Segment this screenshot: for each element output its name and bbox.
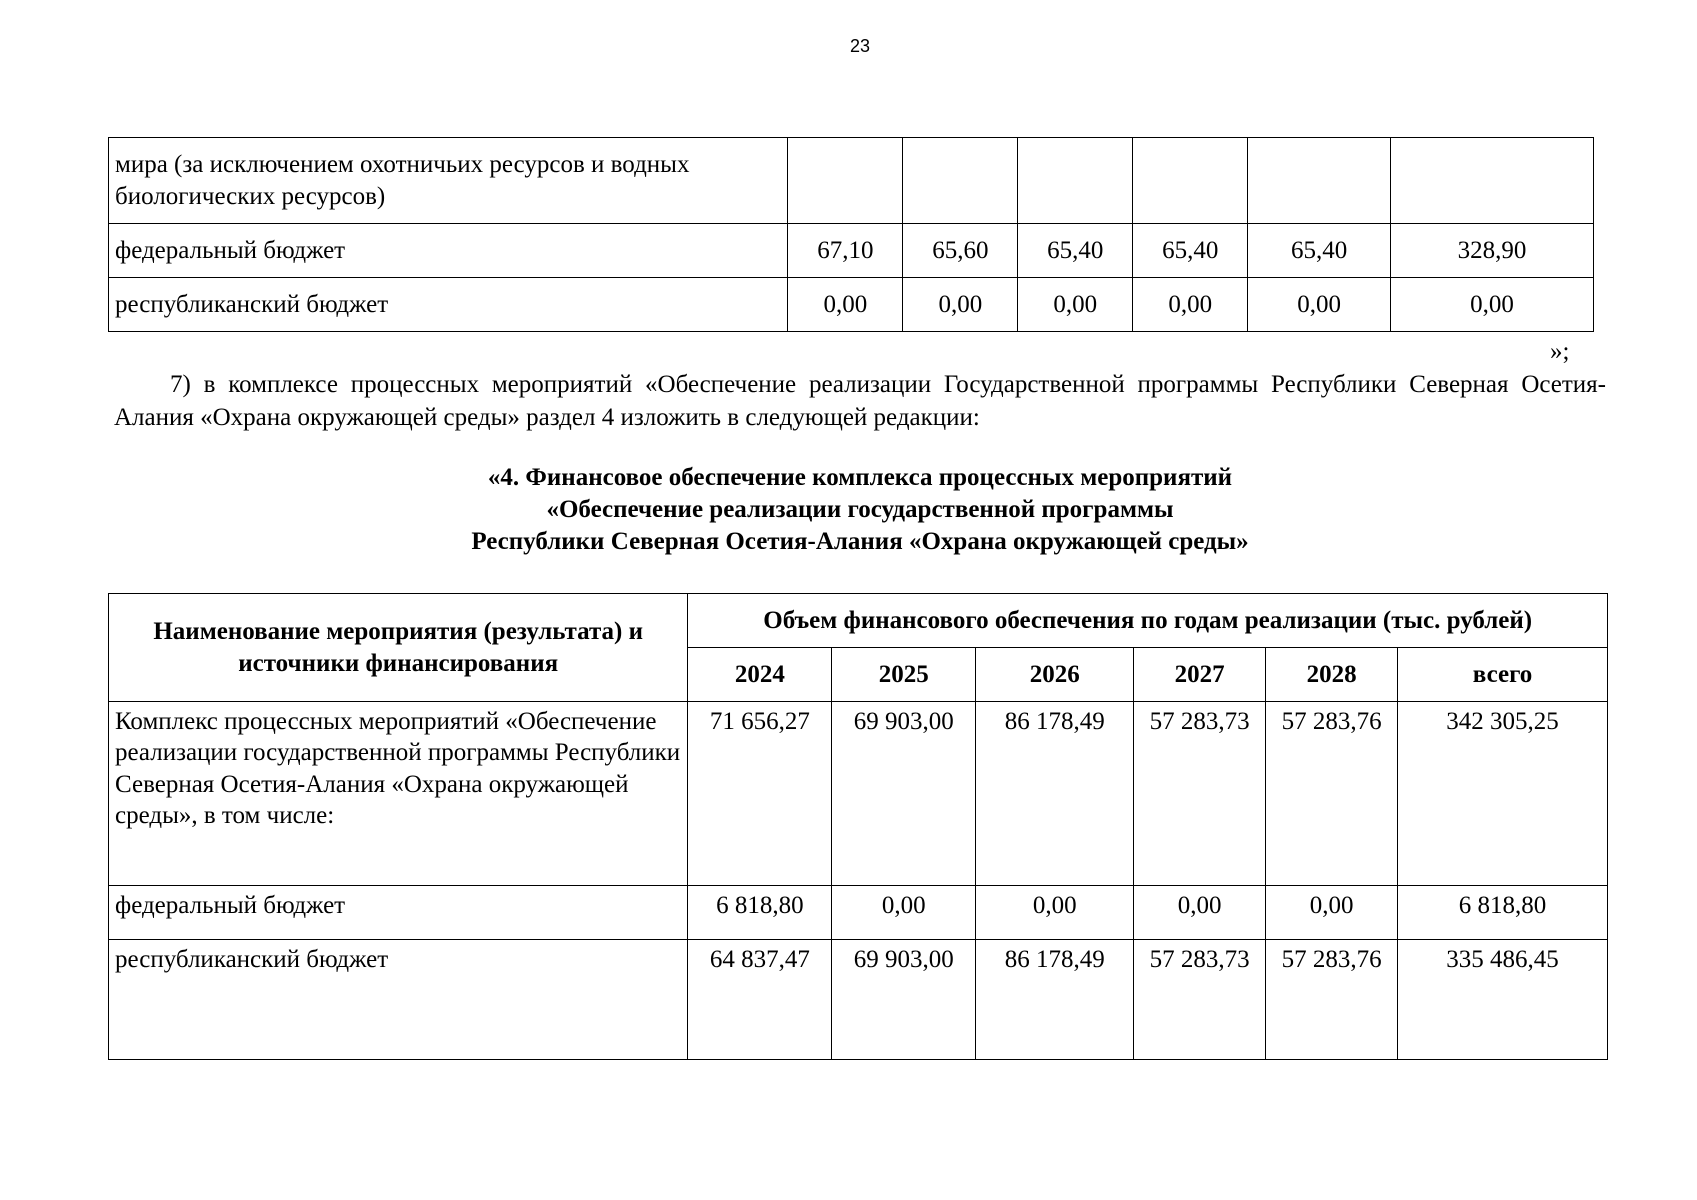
value-cell: 57 283,73 [1134,940,1266,1060]
value-cell [1391,138,1594,224]
value-cell: 0,00 [976,886,1134,940]
value-cell: 0,00 [788,278,903,332]
value-cell: 0,00 [832,886,976,940]
page-number: 23 [849,36,871,56]
value-cell: 0,00 [1248,278,1391,332]
value-cell [1133,138,1248,224]
year-header: 2028 [1266,648,1398,702]
section-heading-line: Республики Северная Осетия-Алания «Охрана окружающей среды» [471,528,1249,555]
value-cell: 335 486,45 [1398,940,1608,1060]
table-row [109,138,1594,224]
value-cell: 67,10 [788,224,903,278]
row-label: республиканский бюджет [109,940,688,1060]
value-cell: 0,00 [1018,278,1133,332]
amendment-paragraph: 7) в комплексе процессных мероприятий «Обеспечение реализации Государственной программы Республики Северная Осетия-Алания «Охрана окружающей среды» раздел 4 изложить в следующей редакции: [114,371,1606,431]
value-cell: 64 837,47 [688,940,832,1060]
value-cell: 0,00 [1134,886,1266,940]
value-cell: 57 283,76 [1266,702,1398,886]
value-cell: 6 818,80 [1398,886,1608,940]
value-cell: 6 818,80 [688,886,832,940]
section-heading [0,462,1697,558]
value-cell: 71 656,27 [688,702,832,886]
closing-quote: »; [1550,338,1570,365]
value-cell: 0,00 [1133,278,1248,332]
value-cell [788,138,903,224]
value-cell: 86 178,49 [976,940,1134,1060]
top-table [108,137,1594,332]
value-cell: 328,90 [1391,224,1594,278]
row-label: мира (за исключением охотничьих ресурсов и водных биологических ресурсов) [109,138,788,224]
value-cell: 342 305,25 [1398,702,1608,886]
year-header: 2027 [1134,648,1266,702]
table-row [109,278,1594,332]
value-cell: 57 283,73 [1134,702,1266,886]
finance-table [108,593,1608,1060]
value-cell [903,138,1018,224]
row-label: республиканский бюджет [109,278,788,332]
table-row [109,940,1608,1060]
table-row [109,886,1608,940]
value-cell: 0,00 [903,278,1018,332]
row-label: Комплекс процессных мероприятий «Обеспечение реализации государственной программы Республики Северная Осетия-Алания «Охрана окружающей среды», в том числе: [109,702,688,886]
value-cell: 65,60 [903,224,1018,278]
value-cell: 65,40 [1018,224,1133,278]
year-header: 2026 [976,648,1134,702]
value-cell [1018,138,1133,224]
row-label: федеральный бюджет [109,886,688,940]
header-volume-cell: Объем финансового обеспечения по годам реализации (тыс. рублей) [688,594,1608,648]
value-cell: 57 283,76 [1266,940,1398,1060]
total-header: всего [1398,648,1608,702]
table-row [109,702,1608,886]
table-row [109,224,1594,278]
value-cell: 69 903,00 [832,702,976,886]
year-header: 2025 [832,648,976,702]
value-cell [1248,138,1391,224]
row-label: федеральный бюджет [109,224,788,278]
section-heading-line: «Обеспечение реализации государственной программы [546,496,1174,523]
year-header: 2024 [688,648,832,702]
table-header-row [109,594,1608,648]
value-cell: 65,40 [1248,224,1391,278]
value-cell: 65,40 [1133,224,1248,278]
value-cell: 86 178,49 [976,702,1134,886]
section-heading-line: «4. Финансовое обеспечение комплекса процессных мероприятий [487,464,1233,491]
value-cell: 0,00 [1391,278,1594,332]
value-cell: 69 903,00 [832,940,976,1060]
header-name-cell: Наименование мероприятия (результата) и источники финансирования [109,594,688,702]
value-cell: 0,00 [1266,886,1398,940]
